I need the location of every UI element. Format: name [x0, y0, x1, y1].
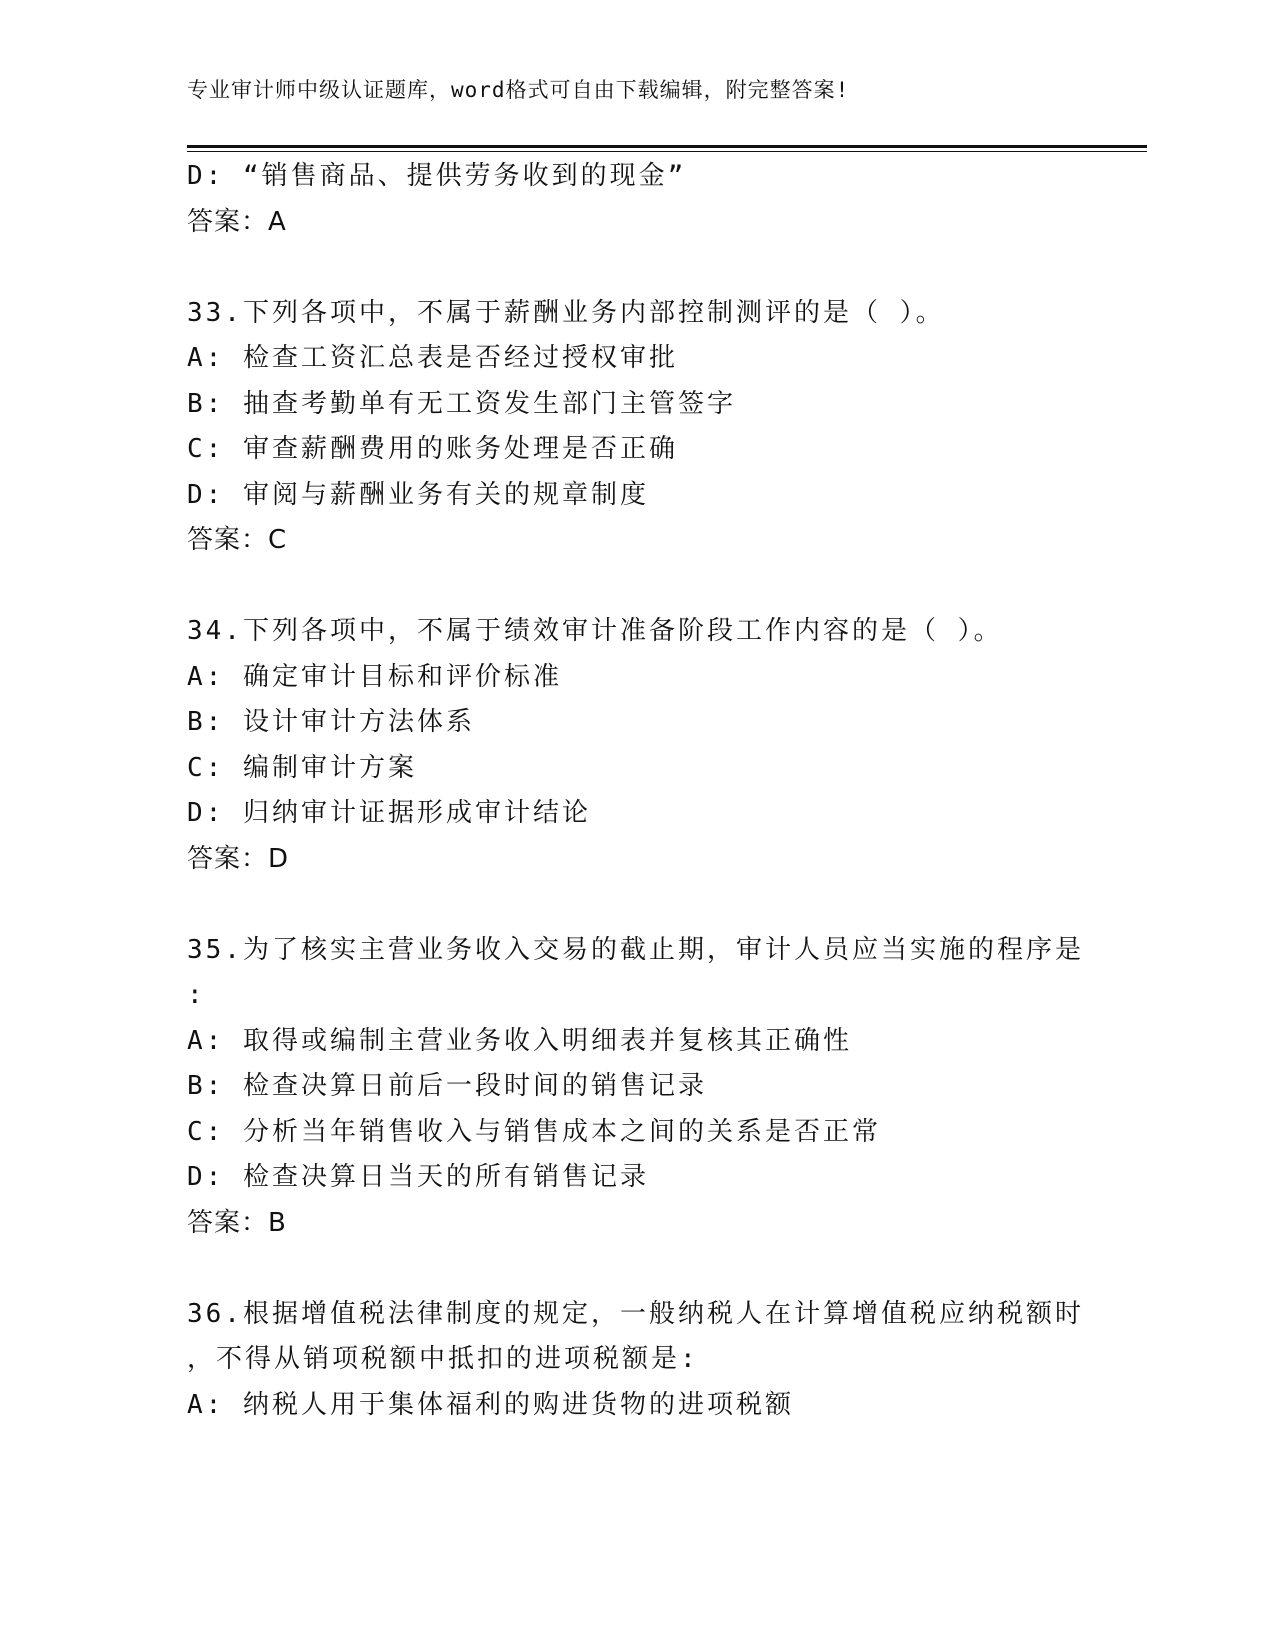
question-content [187, 154, 1087, 1428]
question-34 [187, 609, 1087, 882]
question-stem: 33.下列各项中，不属于薪酬业务内部控制测评的是（ ）。 [187, 297, 945, 328]
option-d: D: 检查决算日当天的所有销售记录 [187, 1162, 649, 1192]
spacer [187, 882, 1087, 928]
option-c: C: 分析当年销售收入与销售成本之间的关系是否正常 [187, 1116, 881, 1147]
answer: 答案：D [187, 843, 290, 874]
option-b: B: 检查决算日前后一段时间的销售记录 [187, 1071, 707, 1101]
spacer [187, 564, 1087, 610]
question-35 [187, 928, 1087, 1247]
option-a: A: 纳税人用于集体福利的购进货物的进项税额 [187, 1389, 794, 1420]
spacer [187, 1246, 1087, 1292]
page-header: 专业审计师中级认证题库，word格式可自由下载编辑，附完整答案! [187, 78, 850, 102]
option-a: A: 检查工资汇总表是否经过授权审批 [187, 343, 678, 373]
prev-answer: 答案：A [187, 206, 287, 237]
header-rule-thick [187, 145, 1147, 148]
spacer [187, 245, 1087, 291]
option-d: D: 归纳审计证据形成审计结论 [187, 798, 591, 828]
question-36 [187, 1292, 1087, 1429]
option-a: A: 确定审计目标和评价标准 [187, 661, 562, 692]
option-c: C: 编制审计方案 [187, 752, 417, 783]
question-stem-line1: 36.根据增值税法律制度的规定，一般纳税人在计算增值税应纳税额时 [187, 1298, 1084, 1329]
answer: 答案：C [187, 525, 288, 555]
option-d: D: 审阅与薪酬业务有关的规章制度 [187, 479, 649, 510]
question-stem-line1: 35.为了核实主营业务收入交易的截止期，审计人员应当实施的程序是 [187, 934, 1084, 965]
question-33 [187, 291, 1087, 564]
option-b: B: 抽查考勤单有无工资发生部门主管签字 [187, 388, 736, 419]
option-c: C: 审查薪酬费用的账务处理是否正确 [187, 434, 678, 464]
prev-option-d: D: “销售商品、提供劳务收到的现金” [187, 161, 687, 191]
header-rule-thin [187, 151, 1147, 152]
answer: 答案：B [187, 1207, 287, 1238]
option-a: A: 取得或编制主营业务收入明细表并复核其正确性 [187, 1025, 852, 1056]
question-stem-line2: ，不得从销项税额中抵扣的进项税额是: [187, 1344, 699, 1374]
option-b: B: 设计审计方法体系 [187, 707, 475, 737]
question-stem-line2: : [187, 980, 206, 1010]
question-stem: 34.下列各项中，不属于绩效审计准备阶段工作内容的是（ ）。 [187, 616, 1003, 646]
